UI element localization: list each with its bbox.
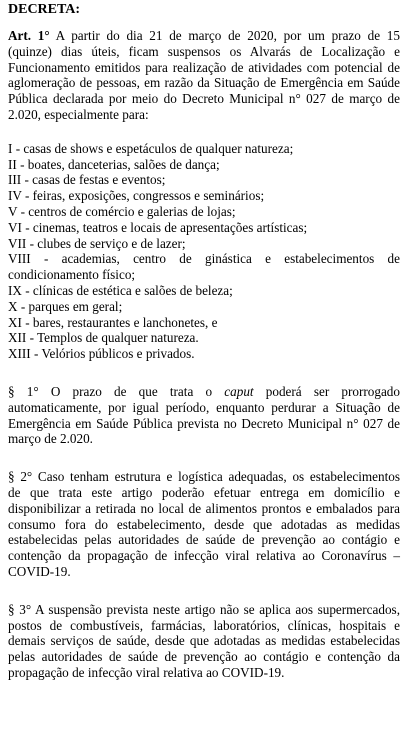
paragraph-3 (8, 602, 400, 681)
list-item: V - centros de comércio e galerias de lojas; (8, 203, 236, 219)
item-list (8, 141, 400, 362)
paragraph-3-line: propagação de infecção viral relativa ao COVID-19. (8, 664, 285, 680)
document-page (8, 2, 400, 681)
article-1-line (8, 28, 400, 44)
list-item: I - casas de shows e espetáculos de qualquer natureza; (8, 140, 294, 156)
list-item: XIII - Velórios públicos e privados. (8, 346, 195, 362)
paragraph-1-line: automaticamente, por igual período, enquanto perdurar a Situação de (8, 399, 400, 415)
list-item: condicionamento físico; (8, 267, 136, 283)
article-1-line: Funcionamento emitidos para realização de atividades com potencial de (8, 59, 400, 75)
caput-term: caput (224, 383, 254, 399)
paragraph-2 (8, 469, 400, 580)
paragraph-1-line (8, 384, 400, 400)
paragraph-2-line: § 2° Caso tenham estrutura e logística adequadas, os estabelecimentos (8, 469, 400, 485)
paragraph-3-line: postos de combustíveis, farmácias, laboratórios, clínicas, hospitais e (8, 617, 400, 633)
paragraph-2-line: COVID-19. (8, 563, 71, 579)
list-item: III - casas de festas e eventos; (8, 172, 166, 188)
article-1-line: aglomeração de pessoas, em razão da Situação de Emergência em Saúde (8, 75, 400, 91)
article-1 (8, 28, 400, 123)
paragraph-2-line: estabelecidas pelas autoridades de saúde de prevenção ao contágio e (8, 532, 400, 548)
list-item: VII - clubes de serviço e de lazer; (8, 235, 186, 251)
article-1-line: 2.020, especialmente para: (8, 106, 149, 122)
list-item: IX - clínicas de estética e salões de beleza; (8, 282, 233, 298)
list-item: XII - Templos de qualquer natureza. (8, 330, 199, 346)
article-1-line: Pública declarada por meio do Decreto Municipal n° 027 de março de (8, 91, 400, 107)
paragraph-1-line: março de 2.020. (8, 431, 93, 447)
article-1-line: (quinze) dias úteis, ficam suspensos os Alvarás de Localização e (8, 43, 400, 59)
paragraph-3-line: § 3° A suspensão prevista neste artigo não se aplica aos supermercados, (8, 601, 400, 617)
list-item: XI - bares, restaurantes e lanchonetes, e (8, 314, 218, 330)
paragraph-3-line: pelas autoridades de saúde de prevenção ao contágio e contenção da (8, 649, 400, 665)
paragraph-3-line: demais serviços de saúde, desde que adotadas as medidas estabelecidas (8, 633, 400, 649)
paragraph-2-line: contenção da propagação de infecção viral relativa ao Coronavírus – (8, 548, 400, 564)
paragraph-2-line: consumo fora do estabelecimento, desde que adotadas as medidas (8, 516, 400, 532)
paragraph-1 (8, 384, 400, 447)
list-item: II - boates, danceterias, salões de dança; (8, 156, 220, 172)
decree-heading: DECRETA: (8, 2, 81, 17)
paragraph-2-line: de que trata este artigo poderão efetuar entrega em domicílio e (8, 484, 400, 500)
paragraph-1-text: § 1° O prazo de que trata o (8, 383, 225, 399)
article-1-text: A partir do dia 21 de março de 2020, por um prazo de 15 (49, 28, 400, 43)
list-item: VI - cinemas, teatros e locais de apresentações artísticas; (8, 219, 308, 235)
paragraph-1-text: poderá ser prorrogado (253, 383, 400, 399)
paragraph-1-line: Emergência em Saúde Pública prevista no Decreto Municipal n° 027 de (8, 415, 400, 431)
paragraph-2-line: disponibilizar a retirada no local de alimentos prontos e embalados para (8, 500, 400, 516)
list-item: IV - feiras, exposições, congressos e seminários; (8, 188, 265, 204)
article-1-label: Art. 1° (8, 28, 50, 43)
list-item: X - parques em geral; (8, 298, 123, 314)
list-item: VIII - academias, centro de ginástica e estabelecimentos de (8, 251, 400, 267)
